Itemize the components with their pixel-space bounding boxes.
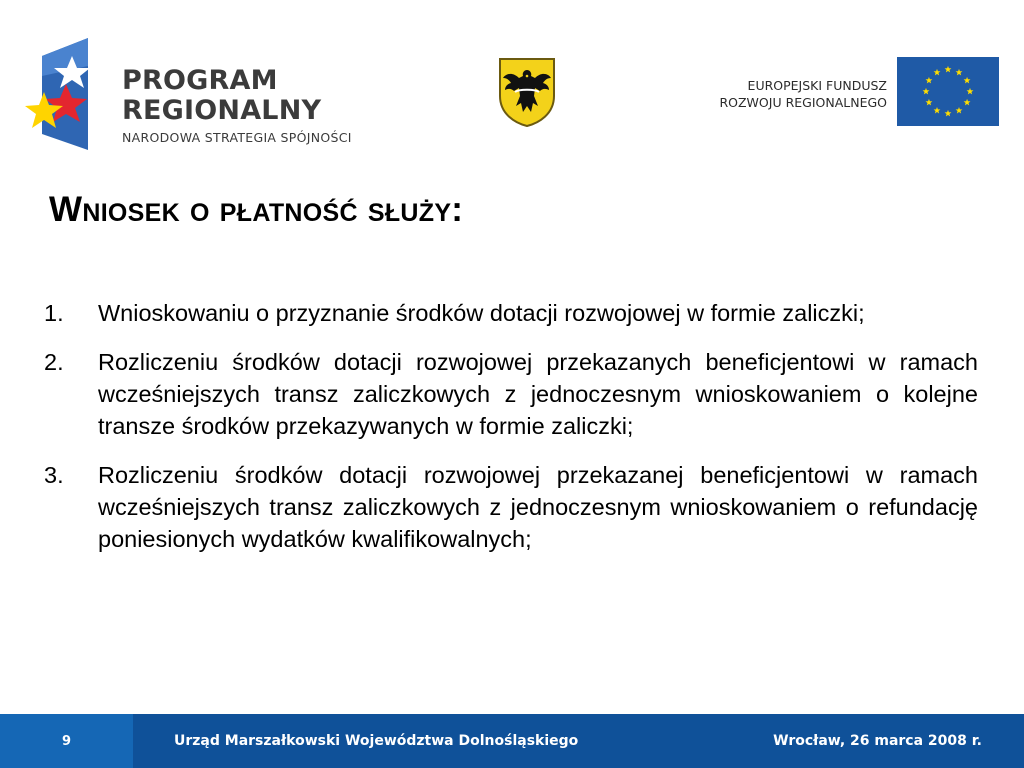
list-item [44,346,978,442]
footer-date: Wrocław, 26 marca 2008 r. [773,733,982,749]
strategy-line: NARODOWA STRATEGIA SPÓJNOŚCI [122,130,352,145]
header [0,0,1024,160]
list-item-number: 2. [44,349,64,375]
eu-flag-icon [897,57,999,126]
list-item-number: 3. [44,462,64,488]
list-item-number: 1. [44,300,64,326]
list-item-text: Rozliczeniu środków dotacji rozwojowej przekazanych beneficjentowi w ramach wcześniejszych transz zaliczkowych z jednoczesnym wnioskowaniem o kolejne transze środków przekazywanych w formie zaliczki; [98,349,978,439]
list-item-text: Wnioskowaniu o przyznanie środków dotacji rozwojowej w formie zaliczki; [98,300,865,326]
slide-title: Wniosek o płatność służy: [49,190,464,229]
program-regionalny-text [122,66,352,145]
page-number: 9 [0,714,133,768]
purpose-list [44,297,978,572]
program-regionalny-stars-icon [24,36,124,152]
footer-organization: Urząd Marszałkowski Województwa Dolnośląskiego [174,733,579,749]
efrr-line1: EUROPEJSKI FUNDUSZ [747,78,887,93]
footer-bar [0,714,1024,768]
efrr-text [719,77,887,111]
regionalny-line: REGIONALNY [122,95,322,126]
list-item-text: Rozliczeniu środków dotacji rozwojowej przekazanej beneficjentowi w ramach wcześniejszych transz zaliczkowych z jednoczesnym wnioskowaniem o refundację poniesionych wydatków kwalifikowalnych; [98,462,978,552]
list-item [44,459,978,555]
efrr-line2: ROZWOJU REGIONALNEGO [719,95,887,110]
list-item [44,297,978,329]
program-line: PROGRAM [122,65,278,96]
lower-silesia-eagle-crest-icon [497,56,557,128]
